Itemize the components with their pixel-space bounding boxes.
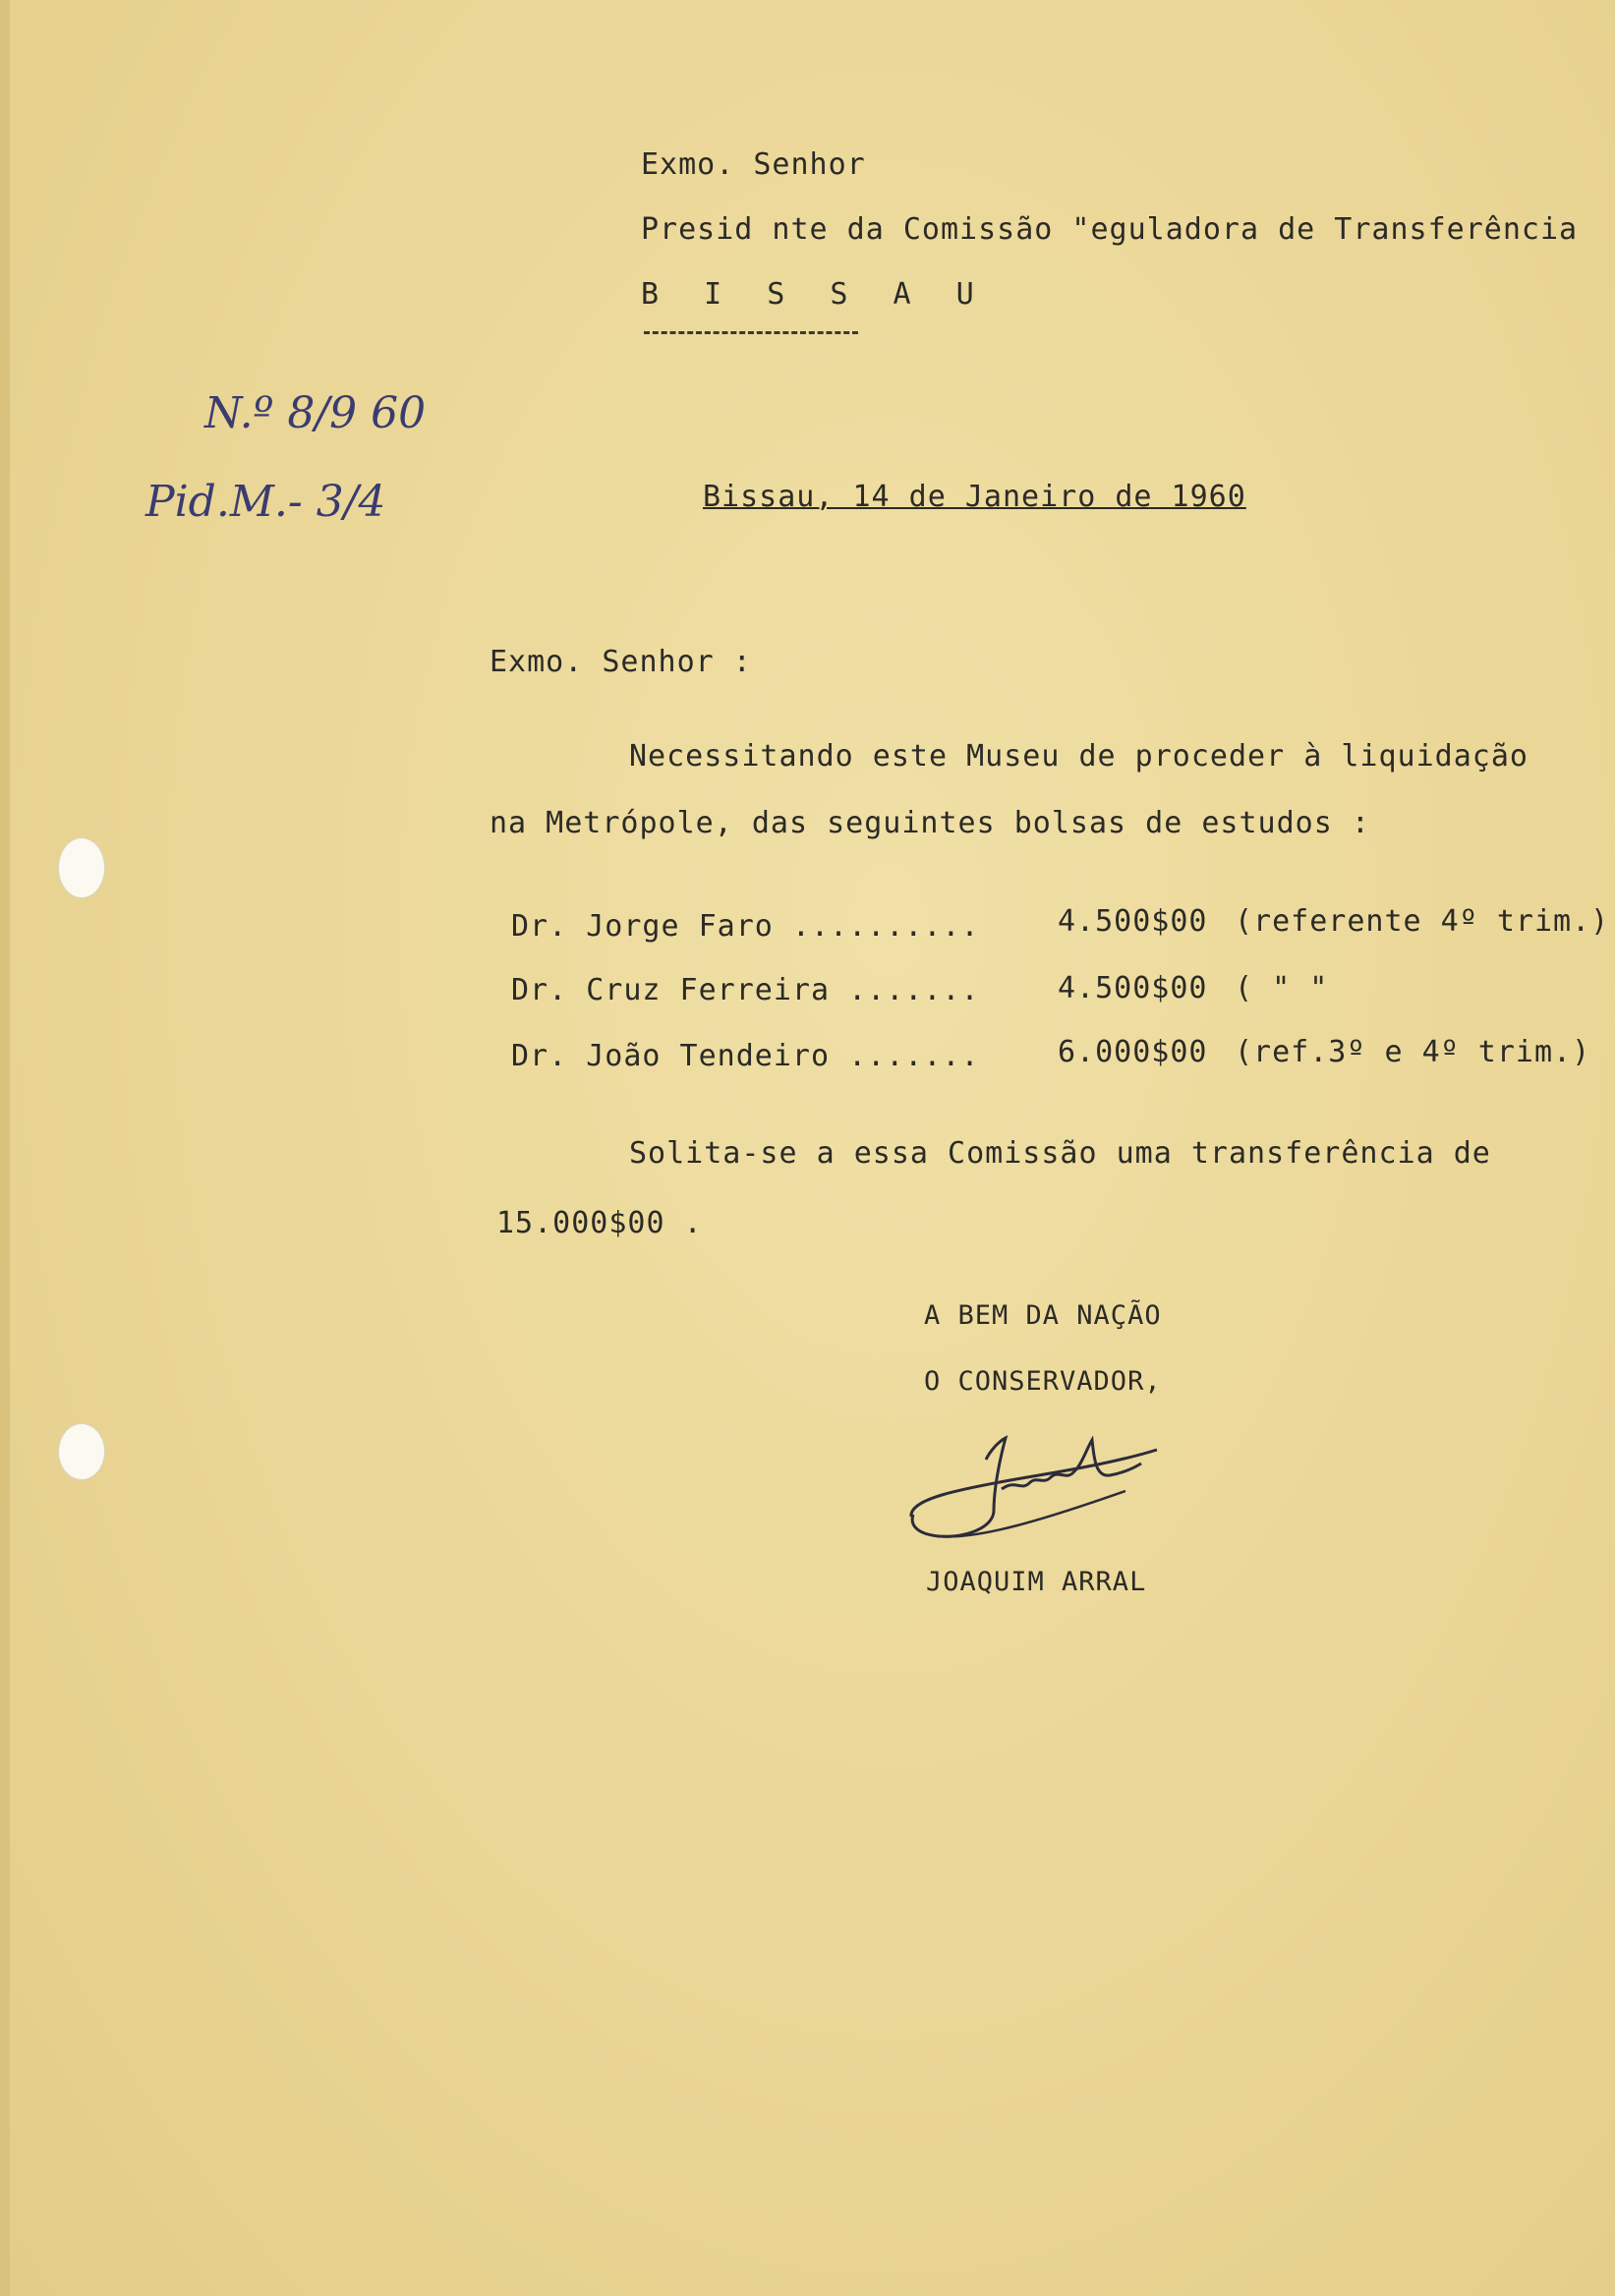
margin-note-ref: Pid.M.- 3/4 bbox=[145, 477, 386, 527]
item-3-amount: 6.000$00 bbox=[1058, 1035, 1208, 1069]
paragraph-1-line-1: Necessitando este Museu de proceder à liquidação bbox=[629, 739, 1528, 774]
margin-note-number: N.º 8/9 60 bbox=[204, 388, 427, 438]
date-line: Bissau, 14 de Janeiro de 1960 bbox=[703, 480, 1246, 514]
item-1-note: (referente 4º trim.) bbox=[1235, 904, 1610, 939]
item-3-note: (ref.3º e 4º trim.) bbox=[1235, 1035, 1591, 1069]
header-city: B I S S A U bbox=[641, 277, 988, 312]
closing-motto: A BEM DA NAÇÃO bbox=[924, 1300, 1162, 1331]
paragraph-2-line-2: 15.000$00 . bbox=[496, 1206, 703, 1240]
paragraph-1-line-2: na Metrópole, das seguintes bolsas de estudos : bbox=[490, 806, 1370, 840]
closing-role: O CONSERVADOR, bbox=[924, 1366, 1162, 1397]
signatory-name: JOAQUIM ARRAL bbox=[926, 1567, 1147, 1597]
punch-hole-top bbox=[58, 837, 105, 898]
item-2-name: Dr. Cruz Ferreira ....... bbox=[511, 973, 980, 1007]
item-2-amount: 4.500$00 bbox=[1058, 971, 1208, 1005]
item-3-name: Dr. João Tendeiro ....... bbox=[511, 1039, 980, 1073]
header-salutation: Exmo. Senhor bbox=[641, 147, 866, 182]
body-salutation: Exmo. Senhor : bbox=[490, 645, 752, 679]
item-1-name: Dr. Jorge Faro .......... bbox=[511, 909, 980, 944]
paper-edge bbox=[0, 0, 10, 2296]
item-2-note: ( " " bbox=[1235, 971, 1329, 1005]
punch-hole-bottom bbox=[58, 1423, 105, 1480]
city-underline bbox=[644, 331, 858, 338]
item-1-amount: 4.500$00 bbox=[1058, 904, 1208, 939]
header-addressee: Presid nte da Comissão "eguladora de Transferência bbox=[641, 212, 1579, 247]
paragraph-2-line-1: Solita-se a essa Comissão uma transferência de bbox=[629, 1136, 1491, 1171]
handwritten-signature bbox=[899, 1420, 1175, 1558]
